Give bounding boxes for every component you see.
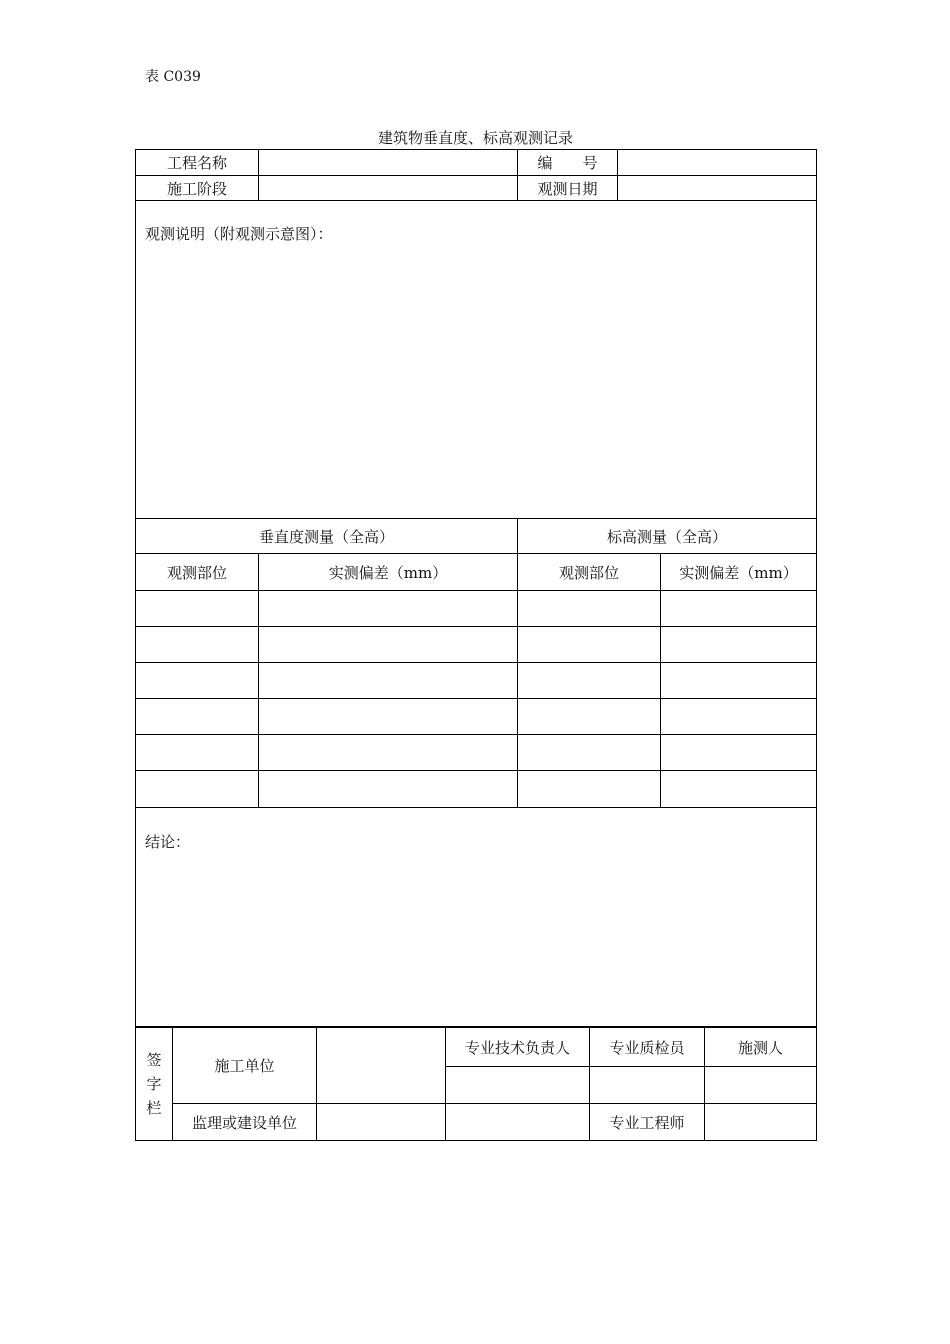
engineer-signature[interactable] (705, 1104, 817, 1141)
elevation-deviation-cell[interactable] (661, 663, 817, 699)
construction-unit-label: 施工单位 (173, 1028, 317, 1104)
stage-label: 施工阶段 (136, 176, 259, 201)
conclusion-area[interactable] (136, 808, 817, 1027)
number-field[interactable] (618, 150, 817, 176)
number-label: 编 号 (518, 150, 618, 176)
stage-field[interactable] (259, 176, 518, 201)
surveyor-label: 施测人 (705, 1028, 817, 1067)
construction-unit-field[interactable] (317, 1028, 446, 1104)
surveyor-signature[interactable] (705, 1067, 817, 1104)
vertical-position-cell[interactable] (136, 591, 259, 627)
date-field[interactable] (618, 176, 817, 201)
vertical-measure-header: 垂直度测量（全高） (136, 519, 518, 554)
project-name-field[interactable] (259, 150, 518, 176)
observation-table (135, 149, 817, 1027)
form-title: 建筑物垂直度、标高观测记录 (377, 129, 573, 147)
supervision-unit-label: 监理或建设单位 (173, 1104, 317, 1141)
elevation-position-header: 观测部位 (518, 554, 661, 591)
vertical-deviation-cell[interactable] (259, 735, 518, 771)
vertical-position-cell[interactable] (136, 627, 259, 663)
vertical-deviation-cell[interactable] (259, 699, 518, 735)
elevation-deviation-cell[interactable] (661, 627, 817, 663)
elevation-measure-header: 标高测量（全高） (518, 519, 817, 554)
elevation-position-cell[interactable] (518, 699, 661, 735)
vertical-position-cell[interactable] (136, 663, 259, 699)
elevation-deviation-cell[interactable] (661, 591, 817, 627)
tech-lead-label: 专业技术负责人 (446, 1028, 590, 1067)
table-row (136, 735, 817, 771)
date-label: 观测日期 (518, 176, 618, 201)
observation-note-area[interactable] (136, 201, 817, 519)
elevation-position-cell[interactable] (518, 771, 661, 808)
conclusion-label: 结论： (145, 833, 191, 851)
vertical-position-header: 观测部位 (136, 554, 259, 591)
form-code: 表 C039 (145, 69, 201, 85)
vertical-deviation-cell[interactable] (259, 771, 518, 808)
elevation-deviation-cell[interactable] (661, 771, 817, 808)
vertical-position-cell[interactable] (136, 699, 259, 735)
elevation-position-cell[interactable] (518, 663, 661, 699)
supervision-unit-field[interactable] (317, 1104, 446, 1141)
elevation-deviation-cell[interactable] (661, 699, 817, 735)
vertical-deviation-cell[interactable] (259, 591, 518, 627)
table-row (136, 771, 817, 808)
table-row (136, 663, 817, 699)
tech-lead-signature[interactable] (446, 1067, 590, 1104)
vertical-position-cell[interactable] (136, 771, 259, 808)
vertical-deviation-header: 实测偏差（mm） (259, 554, 518, 591)
elevation-deviation-cell[interactable] (661, 735, 817, 771)
vertical-deviation-cell[interactable] (259, 663, 518, 699)
quality-inspector-signature[interactable] (590, 1067, 705, 1104)
elevation-deviation-header: 实测偏差（mm） (661, 554, 817, 591)
table-row (136, 627, 817, 663)
signature-column-label: 签 字 栏 (136, 1028, 173, 1141)
elevation-position-cell[interactable] (518, 627, 661, 663)
supervision-blank-cell[interactable] (446, 1104, 590, 1141)
table-row (136, 699, 817, 735)
elevation-position-cell[interactable] (518, 735, 661, 771)
engineer-label: 专业工程师 (590, 1104, 705, 1141)
observation-note-label: 观测说明（附观测示意图）： (145, 225, 333, 243)
signature-table (135, 1027, 817, 1141)
table-row (136, 591, 817, 627)
vertical-position-cell[interactable] (136, 735, 259, 771)
project-name-label: 工程名称 (136, 150, 259, 176)
vertical-deviation-cell[interactable] (259, 627, 518, 663)
quality-inspector-label: 专业质检员 (590, 1028, 705, 1067)
elevation-position-cell[interactable] (518, 591, 661, 627)
